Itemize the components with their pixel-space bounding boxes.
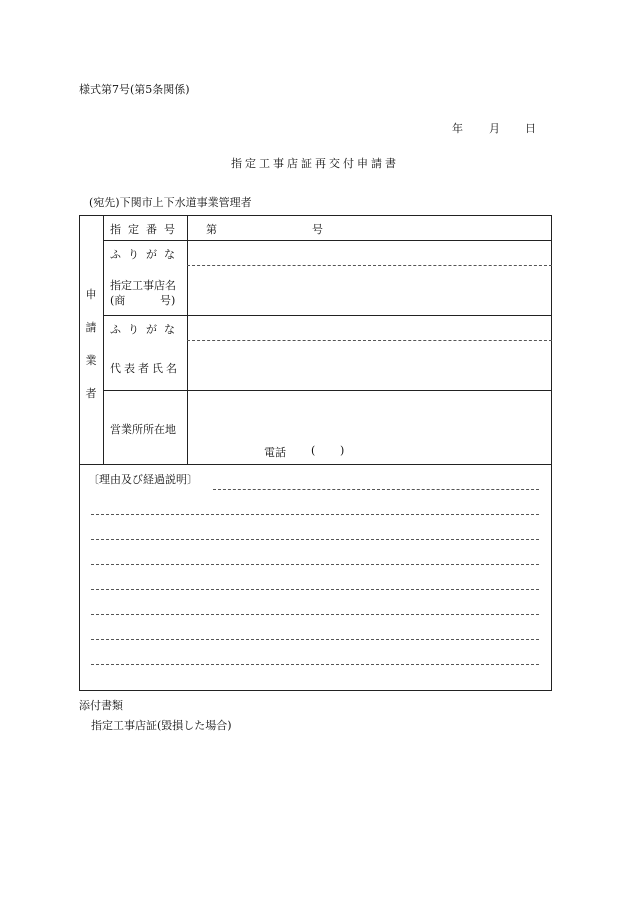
phone-paren-open: (: [311, 444, 316, 457]
applicant-char-3: 業: [85, 354, 97, 367]
attachments-heading: 添付書類: [79, 699, 123, 712]
label-furigana-representative: ふりがな: [110, 323, 182, 336]
label-representative-name: 代表者氏名: [110, 362, 180, 375]
label-store-name-trade: [110, 292, 176, 308]
date-month: 月: [489, 122, 500, 135]
label-designation-number: 指定番号: [110, 223, 182, 236]
label-furigana-store: ふりがな: [110, 248, 182, 261]
date-day: 日: [525, 122, 536, 135]
addressee: (宛先)下関市上下水道事業管理者: [89, 196, 252, 209]
row-line-1: [103, 240, 552, 241]
reason-line-5: [91, 589, 539, 590]
designation-number-prefix: 第: [206, 223, 217, 236]
row-line-3: [103, 390, 552, 391]
reason-line-7: [91, 639, 539, 640]
applicant-char-2: 請: [85, 321, 97, 334]
applicant-char-1: 申: [85, 288, 97, 301]
applicant-char-4: 者: [85, 387, 97, 400]
label-store-name: 指定工事店名: [110, 279, 176, 292]
form-number: 様式第7号(第5条関係): [79, 83, 190, 96]
reason-line-2: [91, 514, 539, 515]
reason-box: [79, 464, 552, 691]
attachments-item: 指定工事店証(毀損した場合): [91, 719, 232, 732]
reason-line-1: [213, 489, 539, 490]
furigana-separator-2: [187, 340, 552, 341]
trade-close: 号): [160, 294, 176, 307]
reason-line-8: [91, 664, 539, 665]
trade-open: (商: [110, 294, 126, 307]
document-title: 指定工事店証再交付申請書: [231, 157, 399, 170]
reason-line-4: [91, 564, 539, 565]
label-office-address: 営業所所在地: [110, 423, 176, 436]
designation-number-suffix: 号: [312, 223, 323, 236]
applicant-label: [79, 215, 103, 465]
phone-label: 電話: [264, 446, 286, 459]
divider-applicant-column: [103, 215, 104, 465]
furigana-separator-1: [187, 265, 552, 266]
date-year: 年: [452, 122, 463, 135]
reason-label: 〔理由及び経過説明〕: [88, 473, 198, 486]
phone-paren-close: ): [340, 444, 345, 457]
reason-line-3: [91, 539, 539, 540]
row-line-2: [103, 315, 552, 316]
reason-line-6: [91, 614, 539, 615]
